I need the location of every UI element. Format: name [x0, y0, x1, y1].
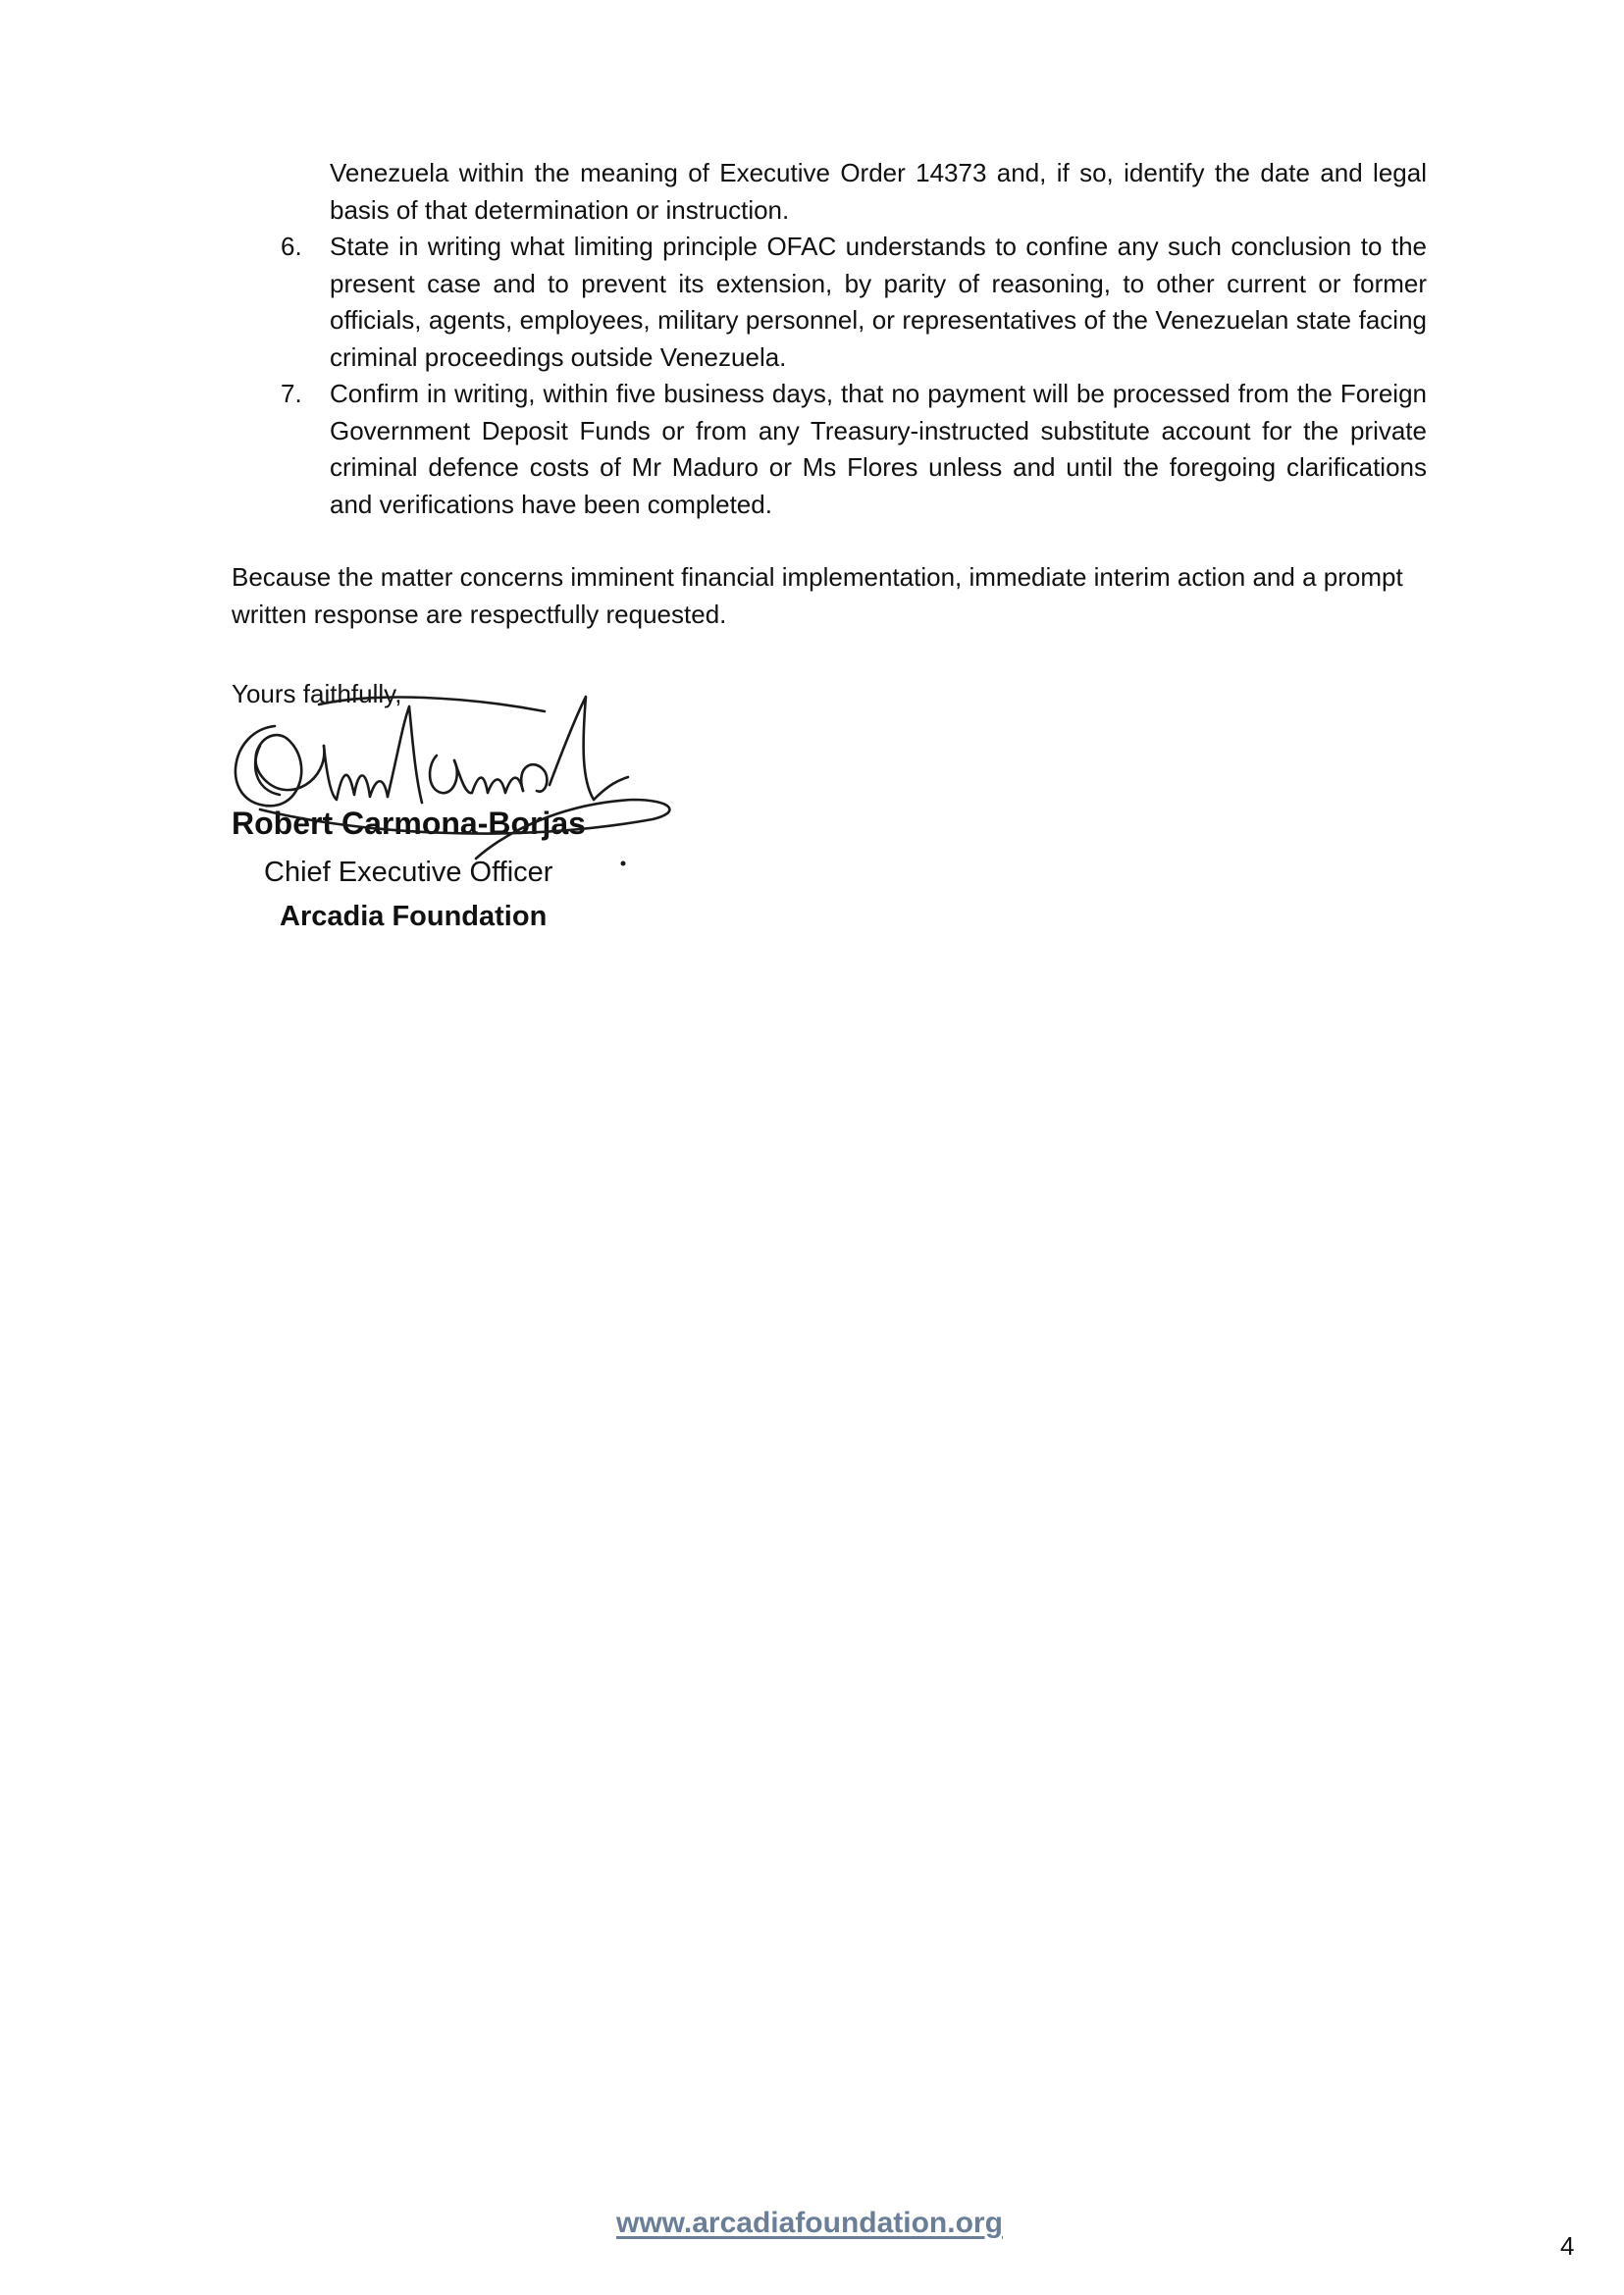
- signer-title: Chief Executive Officer: [264, 857, 553, 888]
- list-item-text: Confirm in writing, within five business days, that no payment will be processed from the Foreign Government Deposit Funds or from any Treasury-instructed substitute account for the private criminal defence costs of Mr Maduro or Ms Flores unless and until the foregoing clarifications and verifications have been completed.: [330, 379, 1427, 519]
- request-list: [232, 229, 1427, 523]
- website-link[interactable]: www.arcadiafoundation.org: [616, 2207, 1003, 2239]
- list-item-5-continuation: Venezuela within the meaning of Executive Order 14373 and, if so, identify the date and legal basis of that determination or instruction.: [330, 158, 1427, 225]
- list-item-text: State in writing what limiting principle OFAC understands to confine any such conclusion to the present case and to prevent its extension, by parity of reasoning, to other current or former officials, agents, employees, military personnel, or representatives of the Venezuelan state facing criminal proceedings outside Venezuela.: [330, 232, 1427, 372]
- list-item: [232, 376, 1427, 523]
- page-number: 4: [1560, 2231, 1575, 2261]
- list-item-number: 6.: [281, 232, 302, 261]
- closing-paragraph: Because the matter concerns imminent financial implementation, immediate interim action and a prompt written response are respectfully requested.: [232, 562, 1403, 629]
- signer-name: Robert Carmona-Borjas: [232, 806, 586, 841]
- handwritten-signature: [221, 687, 682, 883]
- list-item: [232, 229, 1427, 376]
- signer-organization: Arcadia Foundation: [280, 901, 548, 932]
- valediction: Yours faithfully,: [232, 679, 402, 708]
- list-item-number: 7.: [281, 379, 302, 408]
